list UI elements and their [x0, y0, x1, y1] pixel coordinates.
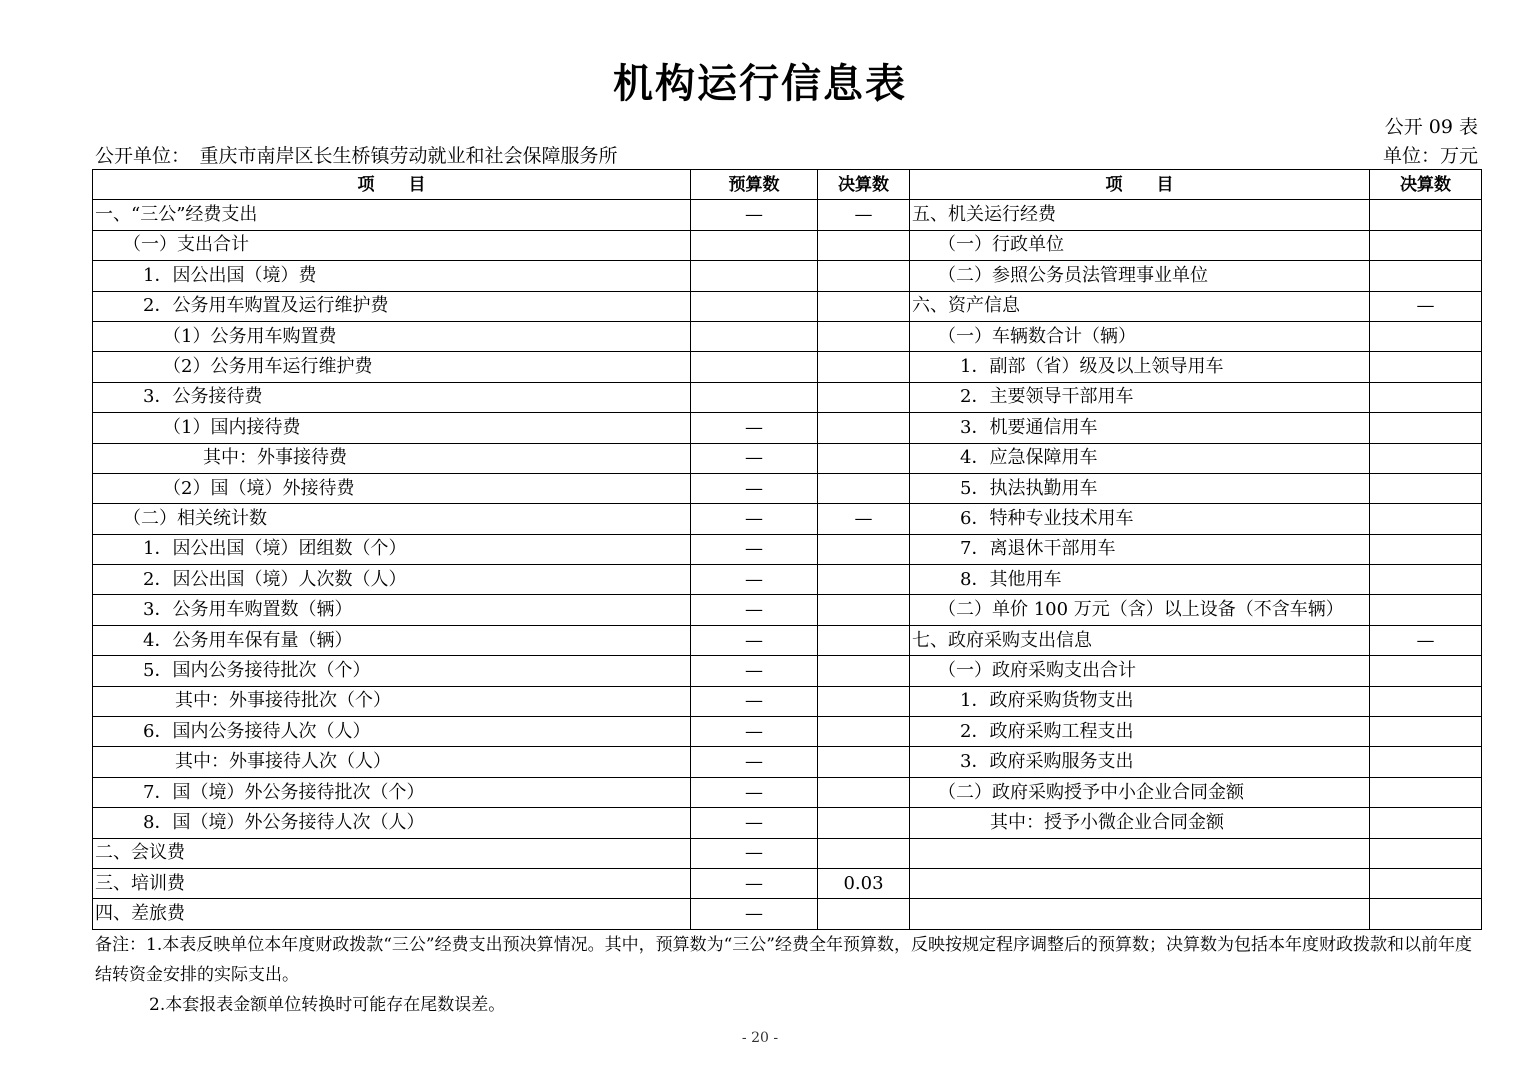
header-item-right: 项 目 — [910, 170, 1370, 200]
final-value — [818, 595, 910, 625]
right-item: （二）参照公务员法管理事业单位 — [910, 261, 1370, 291]
final-value — [818, 808, 910, 838]
final-value — [818, 656, 910, 686]
table-row — [93, 534, 1482, 564]
right-final-value — [1370, 777, 1482, 807]
table-row — [93, 443, 1482, 473]
table-row — [93, 200, 1482, 230]
header-final-right: 决算数 — [1370, 170, 1482, 200]
budget-value: — — [691, 777, 818, 807]
right-item: 六、资产信息 — [910, 291, 1370, 321]
table-row — [93, 717, 1482, 747]
final-value: — — [818, 504, 910, 534]
right-final-value — [1370, 352, 1482, 382]
right-item: （二）政府采购授予中小企业合同金额 — [910, 777, 1370, 807]
right-item: 1．副部（省）级及以上领导用车 — [910, 352, 1370, 382]
budget-value: — — [691, 443, 818, 473]
right-item: （二）单价 100 万元（含）以上设备（不含车辆） — [910, 595, 1370, 625]
budget-value — [691, 261, 818, 291]
right-item: 6．特种专业技术用车 — [910, 504, 1370, 534]
final-value — [818, 321, 910, 351]
table-row — [93, 899, 1482, 929]
left-item: （2）公务用车运行维护费 — [93, 352, 691, 382]
budget-value: — — [691, 595, 818, 625]
left-item: 6．国内公务接待人次（人） — [93, 717, 691, 747]
right-final-value — [1370, 808, 1482, 838]
table-row — [93, 352, 1482, 382]
note-1: 备注：1.本表反映单位本年度财政拨款“三公”经费支出预决算情况。其中，预算数为“三公”经费全年预算数，反映按规定程序调整后的预算数；决算数为包括本年度财政拨款和以前年度结转资金安排的实际支出。 — [95, 935, 1472, 985]
right-final-value: — — [1370, 291, 1482, 321]
right-item — [910, 899, 1370, 929]
table-row — [93, 565, 1482, 595]
budget-value: — — [691, 413, 818, 443]
table-row — [93, 747, 1482, 777]
right-item: 8．其他用车 — [910, 565, 1370, 595]
right-item: 3．机要通信用车 — [910, 413, 1370, 443]
budget-value — [691, 382, 818, 412]
budget-value: — — [691, 686, 818, 716]
left-item: 二、会议费 — [93, 838, 691, 868]
left-item: 2．因公出国（境）人次数（人） — [93, 565, 691, 595]
final-value — [818, 413, 910, 443]
table-row — [93, 595, 1482, 625]
reporting-unit: 公开单位： 重庆市南岸区长生桥镇劳动就业和社会保障服务所 — [95, 145, 618, 167]
left-item: 四、差旅费 — [93, 899, 691, 929]
budget-value: — — [691, 717, 818, 747]
left-item: 8．国（境）外公务接待人次（人） — [93, 808, 691, 838]
right-item: 1．政府采购货物支出 — [910, 686, 1370, 716]
right-final-value — [1370, 504, 1482, 534]
right-final-value — [1370, 230, 1482, 260]
right-final-value — [1370, 838, 1482, 868]
final-value — [818, 443, 910, 473]
left-item: 1．因公出国（境）团组数（个） — [93, 534, 691, 564]
right-final-value — [1370, 321, 1482, 351]
right-final-value — [1370, 595, 1482, 625]
left-item: 其中：外事接待人次（人） — [93, 747, 691, 777]
final-value — [818, 777, 910, 807]
final-value — [818, 261, 910, 291]
table-row — [93, 808, 1482, 838]
left-item: 3．公务接待费 — [93, 382, 691, 412]
final-value: — — [818, 200, 910, 230]
budget-value: — — [691, 625, 818, 655]
right-item: 其中：授予小微企业合同金额 — [910, 808, 1370, 838]
final-value — [818, 625, 910, 655]
final-value — [818, 565, 910, 595]
header-item-left: 项 目 — [93, 170, 691, 200]
right-final-value — [1370, 534, 1482, 564]
table-row — [93, 261, 1482, 291]
final-value — [818, 747, 910, 777]
right-final-value — [1370, 899, 1482, 929]
right-final-value — [1370, 473, 1482, 503]
left-item: 一、“三公”经费支出 — [93, 200, 691, 230]
right-final-value — [1370, 261, 1482, 291]
header-final-left: 决算数 — [818, 170, 910, 200]
final-value — [818, 352, 910, 382]
left-item: 1．因公出国（境）费 — [93, 261, 691, 291]
table-row — [93, 686, 1482, 716]
right-final-value — [1370, 686, 1482, 716]
left-item: （2）国（境）外接待费 — [93, 473, 691, 503]
table-row — [93, 321, 1482, 351]
right-item: 7．离退休干部用车 — [910, 534, 1370, 564]
right-item: 七、政府采购支出信息 — [910, 625, 1370, 655]
right-final-value — [1370, 747, 1482, 777]
table-row — [93, 230, 1482, 260]
page-title: 机构运行信息表 — [613, 61, 907, 107]
right-final-value — [1370, 200, 1482, 230]
currency-unit: 单位：万元 — [1382, 145, 1478, 167]
final-value — [818, 717, 910, 747]
budget-value: — — [691, 747, 818, 777]
table-row — [93, 777, 1482, 807]
budget-value: — — [691, 838, 818, 868]
final-value — [818, 382, 910, 412]
left-item: 4．公务用车保有量（辆） — [93, 625, 691, 655]
left-item: 3．公务用车购置数（辆） — [93, 595, 691, 625]
budget-value: — — [691, 200, 818, 230]
right-item: （一）政府采购支出合计 — [910, 656, 1370, 686]
left-item: 5．国内公务接待批次（个） — [93, 656, 691, 686]
unit-line — [95, 141, 1478, 167]
right-item: 3．政府采购服务支出 — [910, 747, 1370, 777]
budget-value: — — [691, 473, 818, 503]
final-value — [818, 838, 910, 868]
right-item — [910, 868, 1370, 898]
left-item: 2．公务用车购置及运行维护费 — [93, 291, 691, 321]
budget-value: — — [691, 656, 818, 686]
page-number: - 20 - — [741, 1030, 779, 1046]
table-row — [93, 473, 1482, 503]
budget-value: — — [691, 808, 818, 838]
table-row — [93, 656, 1482, 686]
left-item: （1）国内接待费 — [93, 413, 691, 443]
table-row — [93, 868, 1482, 898]
budget-value: — — [691, 899, 818, 929]
right-final-value — [1370, 413, 1482, 443]
budget-value: — — [691, 504, 818, 534]
budget-value — [691, 352, 818, 382]
left-item: （1）公务用车购置费 — [93, 321, 691, 351]
table-row — [93, 382, 1482, 412]
left-item: 其中：外事接待费 — [93, 443, 691, 473]
table-row — [93, 291, 1482, 321]
final-value — [818, 473, 910, 503]
right-item — [910, 838, 1370, 868]
budget-value — [691, 230, 818, 260]
info-table — [92, 169, 1482, 930]
budget-value: — — [691, 565, 818, 595]
final-value — [818, 291, 910, 321]
right-final-value — [1370, 382, 1482, 412]
final-value — [818, 534, 910, 564]
table-row — [93, 625, 1482, 655]
notes — [95, 930, 1480, 1020]
budget-value — [691, 291, 818, 321]
right-item: 2．政府采购工程支出 — [910, 717, 1370, 747]
left-item: 7．国（境）外公务接待批次（个） — [93, 777, 691, 807]
right-item: 2．主要领导干部用车 — [910, 382, 1370, 412]
right-final-value — [1370, 717, 1482, 747]
header-budget: 预算数 — [691, 170, 818, 200]
left-item: （一）支出合计 — [93, 230, 691, 260]
right-final-value — [1370, 868, 1482, 898]
table-header-row — [93, 170, 1482, 200]
right-final-value — [1370, 565, 1482, 595]
left-item: （二）相关统计数 — [93, 504, 691, 534]
form-number: 公开 09 表 — [1384, 116, 1478, 138]
table-row — [93, 838, 1482, 868]
note-2: 2.本套报表金额单位转换时可能存在尾数误差。 — [149, 995, 506, 1015]
budget-value: — — [691, 534, 818, 564]
right-final-value — [1370, 656, 1482, 686]
table-row — [93, 504, 1482, 534]
final-value: 0.03 — [818, 868, 910, 898]
table-row — [93, 413, 1482, 443]
right-final-value — [1370, 443, 1482, 473]
right-final-value: — — [1370, 625, 1482, 655]
final-value — [818, 230, 910, 260]
final-value — [818, 686, 910, 716]
right-item: 五、机关运行经费 — [910, 200, 1370, 230]
left-item: 三、培训费 — [93, 868, 691, 898]
right-item: 4．应急保障用车 — [910, 443, 1370, 473]
budget-value: — — [691, 868, 818, 898]
right-item: 5．执法执勤用车 — [910, 473, 1370, 503]
final-value — [818, 899, 910, 929]
right-item: （一）行政单位 — [910, 230, 1370, 260]
budget-value — [691, 321, 818, 351]
left-item: 其中：外事接待批次（个） — [93, 686, 691, 716]
right-item: （一）车辆数合计（辆） — [910, 321, 1370, 351]
